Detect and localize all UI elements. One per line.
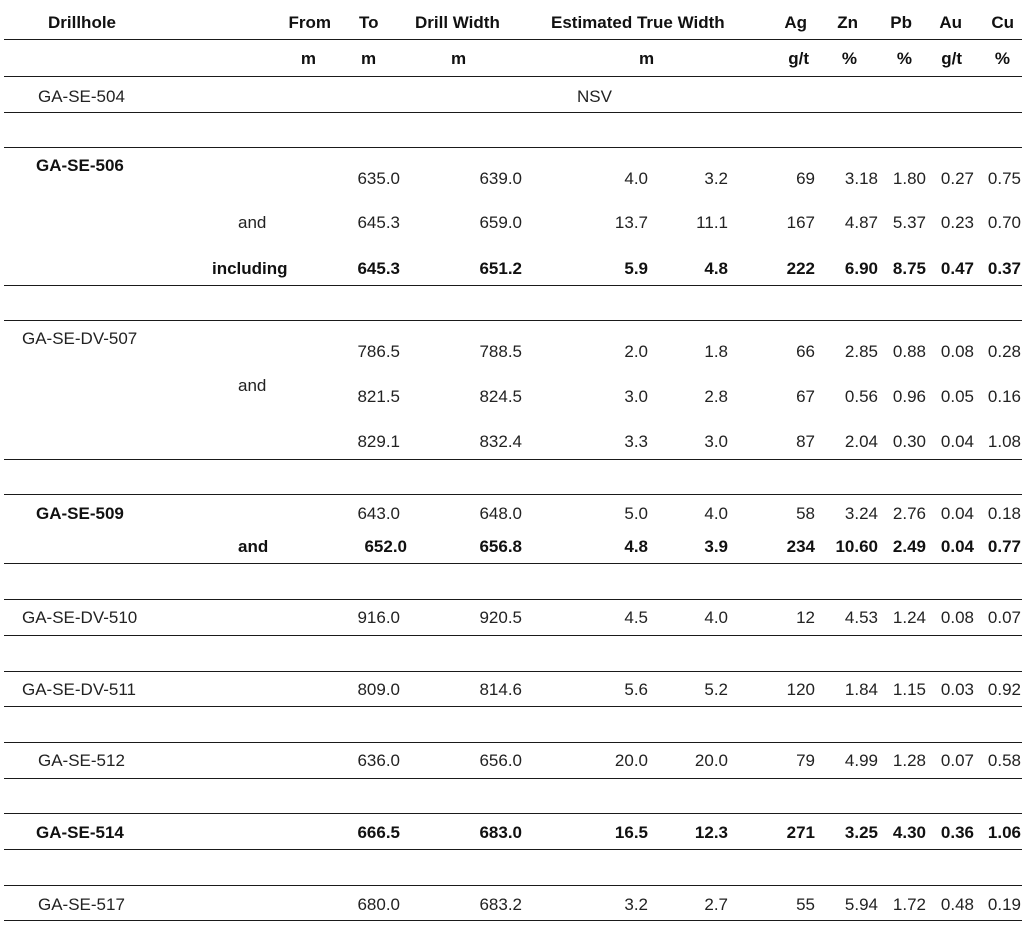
cell-cu: 1.06 bbox=[987, 823, 1021, 842]
cell-zn: 6.90 bbox=[844, 259, 878, 278]
cell-to: 666.5 bbox=[357, 823, 400, 842]
cell-zn: 2.04 bbox=[844, 432, 878, 451]
cell-zn: 5.94 bbox=[844, 895, 878, 914]
cell-drill-m: 13.7 bbox=[614, 213, 648, 232]
cell-true-width: 12.3 bbox=[694, 823, 728, 842]
cell-cu: 0.28 bbox=[987, 342, 1021, 361]
group-divider bbox=[4, 494, 1022, 495]
cell-au: 0.07 bbox=[940, 751, 974, 770]
drillhole-name: GA-SE-504 bbox=[38, 87, 125, 106]
cell-au: 0.47 bbox=[940, 259, 974, 278]
cell-zn: 3.25 bbox=[844, 823, 878, 842]
cell-drill-m: 2.0 bbox=[624, 342, 648, 361]
cell-to: 652.0 bbox=[364, 537, 407, 556]
cell-ag: 58 bbox=[796, 504, 815, 523]
cell-true-width: 4.8 bbox=[704, 259, 728, 278]
drillhole-name: GA-SE-DV-507 bbox=[22, 329, 138, 348]
cell-zn: 3.24 bbox=[844, 504, 878, 523]
cell-zn: 2.85 bbox=[844, 342, 878, 361]
cell-drill-width: 639.0 bbox=[479, 169, 522, 188]
group-divider bbox=[4, 112, 1022, 113]
cell-pb: 8.75 bbox=[892, 259, 926, 278]
group-divider bbox=[4, 635, 1022, 636]
cell-drill-width: 832.4 bbox=[479, 432, 522, 451]
cell-ag: 234 bbox=[786, 537, 815, 556]
cell-ag: 79 bbox=[796, 751, 815, 770]
cell-ag: 55 bbox=[796, 895, 815, 914]
cell-drill-m: 3.3 bbox=[624, 432, 648, 451]
cell-true-width: 11.1 bbox=[696, 213, 728, 232]
cell-drill-m: 20.0 bbox=[614, 751, 648, 770]
cell-ag: 120 bbox=[786, 680, 815, 699]
cell-au: 0.04 bbox=[940, 537, 974, 556]
cell-pb: 4.30 bbox=[892, 823, 926, 842]
cell-cu: 0.19 bbox=[987, 895, 1021, 914]
cell-true-width: 1.8 bbox=[704, 342, 728, 361]
group-divider bbox=[4, 885, 1022, 886]
cell-au: 0.08 bbox=[940, 608, 974, 627]
group-divider bbox=[4, 671, 1022, 672]
cell-drill-m: 5.9 bbox=[624, 259, 648, 278]
cell-cu: 0.92 bbox=[987, 680, 1021, 699]
cell-drill-width: 683.2 bbox=[479, 895, 522, 914]
header-from: From bbox=[288, 13, 331, 32]
header-cu: Cu bbox=[991, 13, 1014, 32]
cell-pb: 1.24 bbox=[892, 608, 926, 627]
cell-to: 916.0 bbox=[357, 608, 400, 627]
cell-cu: 0.18 bbox=[987, 504, 1021, 523]
group-divider bbox=[4, 920, 1022, 921]
cell-ag: 167 bbox=[786, 213, 815, 232]
cell-to: 645.3 bbox=[357, 259, 400, 278]
cell-cu: 0.16 bbox=[987, 387, 1021, 406]
unit-true-width: m bbox=[639, 49, 655, 68]
header-drill-width: Drill Width bbox=[415, 13, 500, 32]
cell-cu: 0.77 bbox=[987, 537, 1021, 556]
cell-pb: 0.88 bbox=[892, 342, 926, 361]
cell-cu: 0.58 bbox=[987, 751, 1021, 770]
cell-to: 636.0 bbox=[357, 751, 400, 770]
cell-au: 0.05 bbox=[940, 387, 974, 406]
unit-cu: % bbox=[994, 49, 1010, 68]
cell-drill-width: 648.0 bbox=[479, 504, 522, 523]
cell-true-width: 3.2 bbox=[704, 169, 728, 188]
cell-drill-width: 651.2 bbox=[479, 259, 522, 278]
group-divider bbox=[4, 147, 1022, 148]
cell-zn: 1.84 bbox=[844, 680, 878, 699]
cell-ag: 87 bbox=[796, 432, 815, 451]
cell-true-width: 4.0 bbox=[704, 504, 728, 523]
cell-true-width: 2.8 bbox=[704, 387, 728, 406]
cell-ag: 66 bbox=[796, 342, 815, 361]
unit-ag: g/t bbox=[788, 49, 809, 68]
units-divider bbox=[4, 76, 1022, 77]
cell-true-width: 4.0 bbox=[704, 608, 728, 627]
cell-zn: 4.87 bbox=[844, 213, 878, 232]
cell-to: 786.5 bbox=[357, 342, 400, 361]
group-divider bbox=[4, 320, 1022, 321]
cell-drill-m: 3.0 bbox=[624, 387, 648, 406]
cell-qualifier: and bbox=[238, 213, 267, 232]
cell-to: 809.0 bbox=[357, 680, 400, 699]
drillhole-name: GA-SE-506 bbox=[36, 156, 124, 175]
cell-au: 0.04 bbox=[940, 504, 974, 523]
cell-pb: 5.37 bbox=[892, 213, 926, 232]
cell-true-width: 3.0 bbox=[704, 432, 728, 451]
cell-drill-m: 4.0 bbox=[624, 169, 648, 188]
cell-cu: 0.75 bbox=[987, 169, 1021, 188]
group-divider bbox=[4, 563, 1022, 564]
cell-drill-m: 16.5 bbox=[614, 823, 648, 842]
unit-pb: % bbox=[896, 49, 912, 68]
cell-true-width: 3.9 bbox=[704, 537, 728, 556]
header-to: To bbox=[359, 13, 379, 32]
cell-true-width: 2.7 bbox=[704, 895, 728, 914]
cell-drill-m: 4.8 bbox=[624, 537, 648, 556]
cell-ag: 12 bbox=[796, 608, 815, 627]
cell-drill-width: 824.5 bbox=[479, 387, 522, 406]
nsv-label: NSV bbox=[577, 87, 612, 106]
unit-zn: % bbox=[841, 49, 857, 68]
cell-drill-width: 659.0 bbox=[479, 213, 522, 232]
cell-cu: 0.70 bbox=[987, 213, 1021, 232]
cell-pb: 2.49 bbox=[892, 537, 926, 556]
cell-pb: 1.80 bbox=[892, 169, 926, 188]
cell-pb: 0.96 bbox=[892, 387, 926, 406]
cell-qualifier: and bbox=[238, 537, 269, 556]
header-pb: Pb bbox=[890, 13, 912, 32]
cell-qualifier: and bbox=[238, 376, 267, 395]
group-divider bbox=[4, 599, 1022, 600]
group-divider bbox=[4, 813, 1022, 814]
cell-au: 0.04 bbox=[940, 432, 974, 451]
cell-cu: 0.07 bbox=[987, 608, 1021, 627]
cell-true-width: 5.2 bbox=[704, 680, 728, 699]
cell-to: 645.3 bbox=[357, 213, 400, 232]
unit-to: m bbox=[361, 49, 377, 68]
cell-au: 0.03 bbox=[940, 680, 974, 699]
cell-drill-m: 3.2 bbox=[624, 895, 648, 914]
cell-cu: 1.08 bbox=[987, 432, 1021, 451]
cell-drill-width: 814.6 bbox=[479, 680, 522, 699]
cell-pb: 1.72 bbox=[892, 895, 926, 914]
unit-from: m bbox=[300, 49, 316, 68]
group-divider bbox=[4, 849, 1022, 850]
drillhole-name: GA-SE-517 bbox=[38, 895, 125, 914]
cell-to: 829.1 bbox=[357, 432, 400, 451]
cell-drill-width: 656.0 bbox=[479, 751, 522, 770]
group-divider bbox=[4, 778, 1022, 779]
cell-drill-m: 4.5 bbox=[624, 608, 648, 627]
cell-au: 0.08 bbox=[940, 342, 974, 361]
cell-to: 635.0 bbox=[357, 169, 400, 188]
unit-au: g/t bbox=[941, 49, 962, 68]
drillhole-name: GA-SE-512 bbox=[38, 751, 125, 770]
cell-au: 0.27 bbox=[940, 169, 974, 188]
drillhole-name: GA-SE-509 bbox=[36, 504, 124, 523]
cell-ag: 69 bbox=[796, 169, 815, 188]
cell-zn: 4.99 bbox=[844, 751, 878, 770]
drillhole-name: GA-SE-514 bbox=[36, 823, 124, 842]
cell-drill-width: 920.5 bbox=[479, 608, 522, 627]
cell-drill-width: 683.0 bbox=[479, 823, 522, 842]
cell-pb: 0.30 bbox=[892, 432, 926, 451]
cell-ag: 222 bbox=[786, 259, 815, 278]
cell-pb: 1.15 bbox=[892, 680, 926, 699]
cell-drill-m: 5.0 bbox=[624, 504, 648, 523]
group-divider bbox=[4, 285, 1022, 286]
cell-true-width: 20.0 bbox=[694, 751, 728, 770]
cell-ag: 67 bbox=[796, 387, 815, 406]
group-divider bbox=[4, 742, 1022, 743]
cell-to: 643.0 bbox=[357, 504, 400, 523]
unit-drill-width: m bbox=[451, 49, 467, 68]
cell-au: 0.48 bbox=[940, 895, 974, 914]
cell-drill-m: 5.6 bbox=[624, 680, 648, 699]
cell-drill-width: 656.8 bbox=[479, 537, 522, 556]
cell-au: 0.36 bbox=[940, 823, 974, 842]
cell-pb: 1.28 bbox=[892, 751, 926, 770]
cell-zn: 3.18 bbox=[844, 169, 878, 188]
cell-qualifier: including bbox=[212, 259, 288, 278]
cell-ag: 271 bbox=[786, 823, 815, 842]
cell-to: 680.0 bbox=[357, 895, 400, 914]
cell-to: 821.5 bbox=[357, 387, 400, 406]
cell-pb: 2.76 bbox=[892, 504, 926, 523]
cell-au: 0.23 bbox=[940, 213, 974, 232]
header-ag: Ag bbox=[784, 13, 807, 32]
cell-zn: 0.56 bbox=[844, 387, 878, 406]
group-divider bbox=[4, 459, 1022, 460]
drillhole-name: GA-SE-DV-510 bbox=[22, 608, 138, 627]
cell-cu: 0.37 bbox=[987, 259, 1021, 278]
header-au: Au bbox=[939, 13, 962, 32]
header-true-width: Estimated True Width bbox=[551, 13, 725, 32]
header-zn: Zn bbox=[837, 13, 858, 32]
header-drillhole: Drillhole bbox=[48, 13, 117, 32]
cell-drill-width: 788.5 bbox=[479, 342, 522, 361]
header-divider bbox=[4, 39, 1022, 40]
cell-zn: 10.60 bbox=[835, 537, 878, 556]
group-divider bbox=[4, 706, 1022, 707]
drillhole-name: GA-SE-DV-511 bbox=[22, 680, 137, 699]
cell-zn: 4.53 bbox=[844, 608, 878, 627]
